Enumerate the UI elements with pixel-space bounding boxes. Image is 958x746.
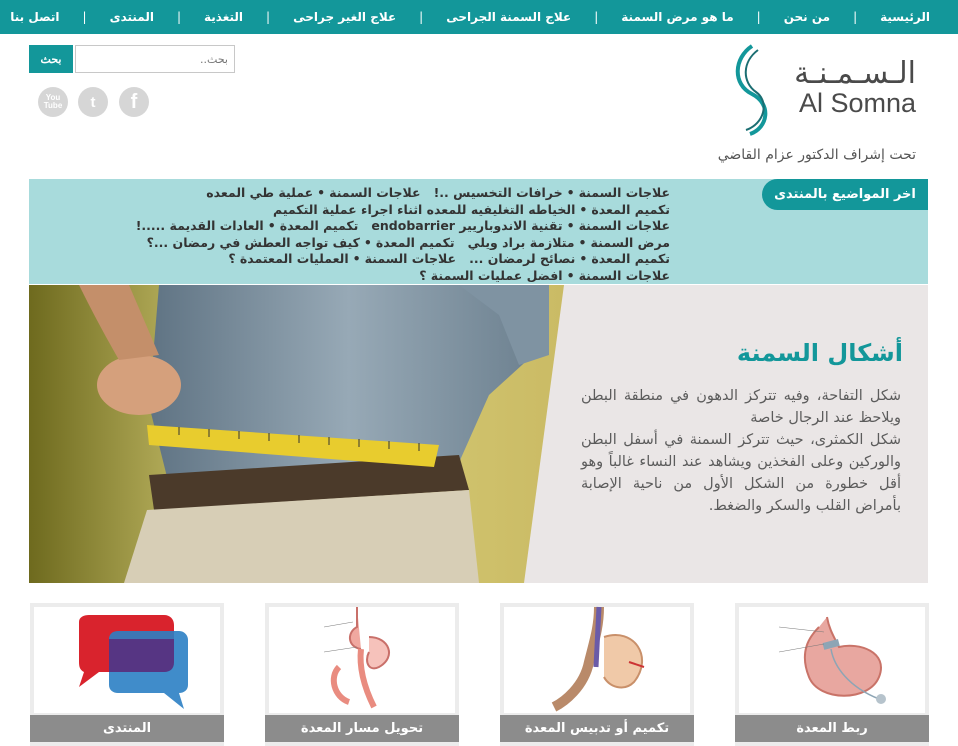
card-label: ربط المعدة [735, 715, 929, 742]
topics-line: مرض السمنة•متلازمة براد ويلي تكميم المعدة•كيف تواجه العطش في رمضان ...؟ [146, 234, 670, 250]
nav-contact[interactable]: اتصل بنا [10, 10, 60, 24]
topic-link[interactable]: كيف تواجه العطش في رمضان ...؟ [146, 234, 360, 250]
topics-line: تكميم المعدة•الخياطه التغليفيه للمعده اثناء اجراء عملية التكميم [273, 201, 670, 217]
twitter-icon[interactable]: t [78, 87, 108, 117]
topics-line: علاجات السمنة•خرافات التخسيس ..! علاجات السمنة•عملية طي المعده [206, 185, 670, 200]
search-button[interactable]: بحث [29, 45, 73, 73]
topic-link[interactable]: العادات القديمة .....! [135, 218, 264, 233]
nav-nutrition[interactable]: التغذية [204, 10, 244, 24]
hero-title: أشكال السمنة [736, 339, 903, 367]
topic-category-link[interactable]: تكميم المعدة [591, 201, 670, 217]
latest-topics-label: اخر المواضيع بالمنتدى [762, 179, 928, 210]
topic-link[interactable]: افضل عمليات السمنة ؟ [419, 267, 563, 283]
topics-line: علاجات السمنة•تقنية الاندوباريير endobarrier تكميم المعدة•العادات القديمة .....! [135, 218, 670, 233]
facebook-icon[interactable]: f [119, 87, 149, 117]
topic-link[interactable]: تقنية الاندوباريير endobarrier [371, 218, 563, 233]
card-label: المنتدى [30, 715, 224, 742]
speech-bubbles-icon [34, 607, 220, 713]
topic-category-link[interactable]: تكميم المعدة [279, 218, 359, 233]
hero-description [581, 385, 901, 517]
hero-banner [29, 285, 928, 583]
latest-forum-topics [29, 179, 928, 284]
topic-category-link[interactable]: علاجات السمنة [364, 251, 457, 266]
nav-separator: | [853, 10, 858, 24]
card-sleeve-gastrectomy[interactable] [500, 603, 694, 746]
topic-category-link[interactable]: علاجات السمنة [578, 218, 670, 233]
nav-what-is-obesity[interactable]: ما هو مرض السمنة [621, 10, 734, 24]
nav-separator: | [82, 10, 87, 24]
nav-separator: | [756, 10, 761, 24]
topic-category-link[interactable]: تكميم المعدة [591, 251, 670, 266]
nav-forum[interactable]: المنتدى [109, 10, 154, 24]
nav-separator: | [176, 10, 182, 24]
supervisor-tagline: تحت إشراف الدكتور عزام القاضي [717, 147, 916, 163]
nav-non-surgical-treatment[interactable]: علاج الغير جراحى [293, 10, 397, 24]
site-logo[interactable] [736, 42, 916, 137]
topics-line: تكميم المعدة•نصائح لرمضان ... علاجات السمنة•العمليات المعتمدة ؟ [228, 251, 670, 266]
topic-link[interactable]: عملية طي المعده [206, 185, 314, 200]
nav-surgical-treatment[interactable]: علاج السمنة الجراحى [446, 10, 572, 24]
top-nav [0, 0, 958, 34]
card-gastric-band[interactable] [735, 603, 929, 746]
topic-link[interactable]: نصائح لرمضان ... [469, 251, 576, 266]
hero-paragraph-apple: شكل التفاحة، وفيه تتركز الدهون في منطقة البطن ويلاحظ عند الرجال خاصة [581, 388, 901, 426]
logo-arabic-text: الـسـمـنـة [794, 56, 916, 91]
waist-measurement-photo [29, 285, 589, 583]
topic-category-link[interactable]: علاجات السمنة [578, 267, 670, 283]
hero-paragraph-pear: شكل الكمثرى، حيث تتركز السمنة في أسفل البطن والوركين وعلى الفخذين ويشاهد عند النساء غالباً وهو أقل خطورة من الشكل الأول من ناحية الإصابة بأمراض القلب والسكر والضغط. [581, 432, 901, 514]
search-input[interactable] [75, 45, 235, 73]
topics-list [135, 185, 670, 284]
gastric-band-illustration [739, 607, 925, 713]
gastric-bypass-illustration [269, 607, 455, 713]
topic-category-link[interactable]: علاجات السمنة [578, 185, 670, 200]
nav-about[interactable]: من نحن [783, 10, 831, 24]
topic-link[interactable]: العمليات المعتمدة ؟ [228, 251, 349, 266]
nav-separator: | [266, 10, 271, 24]
topic-link[interactable]: خرافات التخسيس ..! [433, 185, 563, 200]
card-gastric-bypass[interactable] [265, 603, 459, 746]
nav-home[interactable]: الرئيسية [880, 10, 930, 24]
topic-link[interactable]: الخياطه التغليفيه للمعده اثناء اجراء عملية التكميم [273, 201, 576, 217]
card-forum[interactable] [30, 603, 224, 746]
topic-category-link[interactable]: علاجات السمنة [329, 185, 421, 200]
topics-line: علاجات السمنة•افضل عمليات السمنة ؟ [419, 267, 670, 283]
topic-link[interactable]: متلازمة براد ويلي [467, 234, 575, 250]
youtube-icon[interactable]: You Tube [38, 87, 68, 117]
sleeve-gastrectomy-illustration [504, 607, 690, 713]
card-label: تحويل مسار المعدة [265, 715, 459, 742]
card-label: تكميم أو تدبيس المعدة [500, 715, 694, 742]
nav-separator: | [594, 10, 599, 24]
logo-ribbon-icon [728, 44, 778, 136]
topic-category-link[interactable]: تكميم المعدة [375, 234, 455, 250]
logo-english-text: Al Somna [798, 88, 916, 118]
nav-separator: | [419, 10, 424, 24]
topic-category-link[interactable]: مرض السمنة [590, 234, 670, 250]
